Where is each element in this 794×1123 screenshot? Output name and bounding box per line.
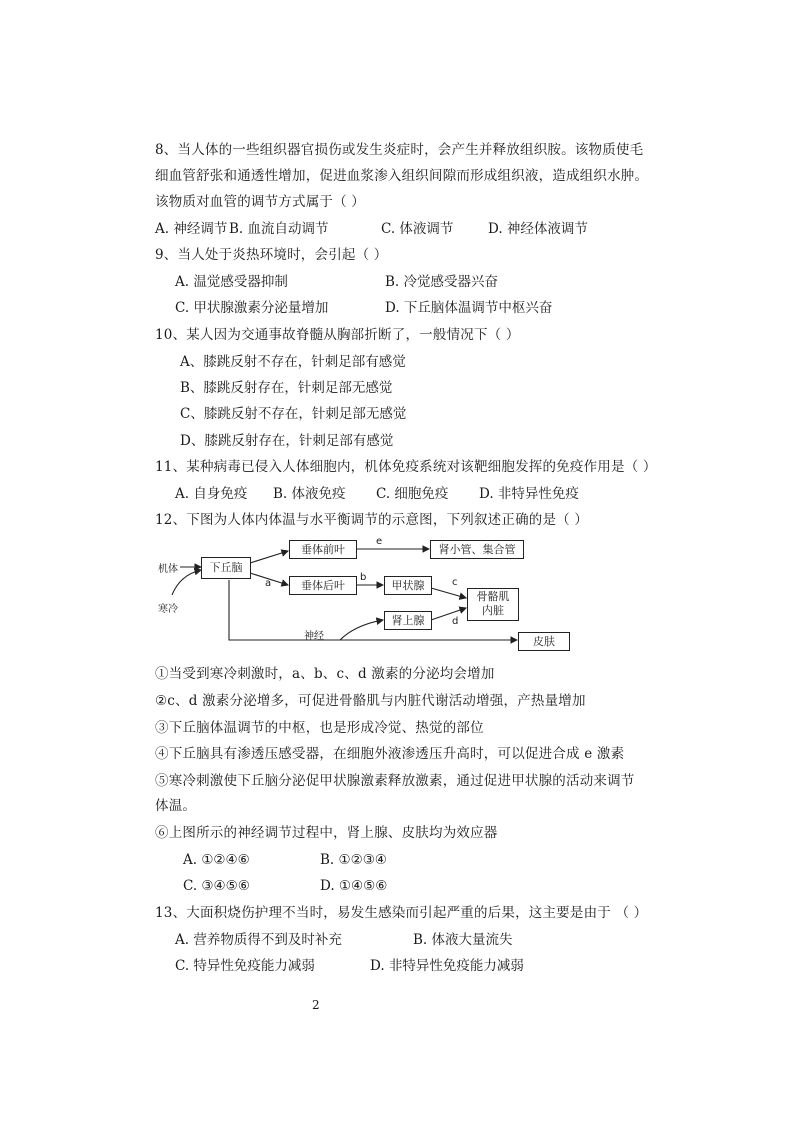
q11-option-d: D. 非特异性免疫 bbox=[479, 486, 579, 502]
q12-option-d: D. ①④⑤⑥ bbox=[320, 878, 388, 894]
q11-option-c: C. 细胞免疫 bbox=[376, 486, 449, 502]
q8-option-d: D. 神经体液调节 bbox=[488, 221, 588, 237]
diagram-label-body: 机体 bbox=[158, 564, 178, 575]
q12-statement-5-cont: 体温。 bbox=[155, 798, 197, 814]
q9-option-a: A. 温觉感受器抑制 bbox=[175, 274, 288, 290]
muscle-label: 骨骼肌 bbox=[476, 590, 510, 603]
q12-statement-4: ④下丘脑具有渗透压感受器，在细胞外液渗透压升高时，可以促进合成 e 激素 bbox=[155, 746, 625, 762]
q8-line1: 8、当人体的一些组织器官损伤或发生炎症时，会产生并释放组织胺。该物质使毛 bbox=[155, 142, 644, 158]
diagram-label-a: a bbox=[265, 578, 272, 589]
box-anterior-pituitary: 垂体前叶 bbox=[289, 540, 357, 559]
diagram-label-d: d bbox=[452, 616, 459, 627]
box-thyroid: 甲状腺 bbox=[384, 576, 432, 595]
q12-statement-2: ②c、d 激素分泌增多，可促进骨骼肌与内脏代谢活动增强，产热量增加 bbox=[155, 693, 586, 709]
q11-stem: 11、某种病毒已侵入人体细胞内，机体免疫系统对该靶细胞发挥的免疫作用是（ ） bbox=[155, 459, 657, 475]
viscera-label: 内脏 bbox=[482, 604, 504, 617]
q9-option-b: B. 冷觉感受器兴奋 bbox=[385, 274, 499, 290]
q9-option-d: D. 下丘脑体温调节中枢兴奋 bbox=[385, 300, 553, 316]
q12-statement-6: ⑥上图所示的神经调节过程中，肾上腺、皮肤均为效应器 bbox=[155, 825, 498, 841]
q10-option-d: D、膝跳反射存在，针刺足部有感觉 bbox=[180, 433, 394, 449]
page-number: 2 bbox=[312, 998, 320, 1012]
q12-option-a: A. ①②④⑥ bbox=[183, 852, 250, 868]
box-skin: 皮肤 bbox=[518, 632, 570, 651]
q8-option-a: A. 神经调节 bbox=[155, 221, 228, 237]
diagram-label-c: c bbox=[452, 577, 458, 588]
diagram-label-cold: 寒冷 bbox=[158, 604, 178, 615]
q8-option-c: C. 体液调节 bbox=[381, 221, 454, 237]
q8-line3: 该物质对血管的调节方式属于（ ） bbox=[155, 194, 365, 210]
q10-option-c: C、膝跳反射不存在，针刺足部无感觉 bbox=[180, 406, 407, 422]
q12-statement-1: ①当受到寒冷刺激时，a、b、c、d 激素的分泌均会增加 bbox=[155, 666, 495, 682]
q12-statement-5: ⑤寒冷刺激使下丘脑分泌促甲状腺激素释放激素，通过促进甲状腺的活动来调节 bbox=[155, 773, 635, 789]
diagram-label-nerve: 神经 bbox=[304, 631, 324, 642]
q11-option-a: A. 自身免疫 bbox=[175, 486, 248, 502]
q10-stem: 10、某人因为交通事故脊髓从胸部折断了，一般情况下（ ） bbox=[155, 327, 520, 343]
q12-option-b: B. ①②③④ bbox=[320, 852, 387, 868]
q13-option-d: D. 非特异性免疫能力减弱 bbox=[370, 958, 524, 974]
diagram-label-e: e bbox=[376, 536, 383, 547]
box-posterior-pituitary: 垂体后叶 bbox=[289, 576, 357, 595]
q13-stem: 13、大面积烧伤护理不当时，易发生感染而引起严重的后果，这主要是由于 （ ） bbox=[155, 905, 648, 921]
q8-option-b: B. 血流自动调节 bbox=[229, 221, 329, 237]
q9-option-c: C. 甲状腺激素分泌量增加 bbox=[175, 300, 329, 316]
q13-option-b: B. 体液大量流失 bbox=[413, 932, 513, 948]
q10-option-a: A、膝跳反射不存在，针刺足部有感觉 bbox=[180, 354, 406, 370]
q12-stem: 12、下图为人体内体温与水平衡调节的示意图，下列叙述正确的是（ ） bbox=[155, 512, 589, 528]
q13-option-a: A. 营养物质得不到及时补充 bbox=[175, 932, 342, 948]
q11-option-b: B. 体液免疫 bbox=[273, 486, 346, 502]
q8-line2: 细血管舒张和通透性增加，促进血浆渗入组织间隙而形成组织液，造成组织水肿。 bbox=[155, 168, 649, 184]
box-hypothalamus: 下丘脑 bbox=[201, 557, 251, 579]
q13-option-c: C. 特异性免疫能力减弱 bbox=[175, 958, 315, 974]
box-kidney-tubule: 肾小管、集合管 bbox=[430, 540, 524, 559]
q12-option-c: C. ③④⑤⑥ bbox=[183, 878, 250, 894]
q12-statement-3: ③下丘脑体温调节的中枢，也是形成冷觉、热觉的部位 bbox=[155, 720, 484, 736]
q9-stem: 9、当人处于炎热环境时，会引起（ ） bbox=[155, 247, 388, 263]
q10-option-b: B、膝跳反射存在，针刺足部无感觉 bbox=[180, 380, 393, 396]
diagram-label-b: b bbox=[360, 572, 367, 583]
box-muscle-viscera bbox=[467, 588, 519, 621]
box-adrenal: 肾上腺 bbox=[384, 611, 432, 630]
